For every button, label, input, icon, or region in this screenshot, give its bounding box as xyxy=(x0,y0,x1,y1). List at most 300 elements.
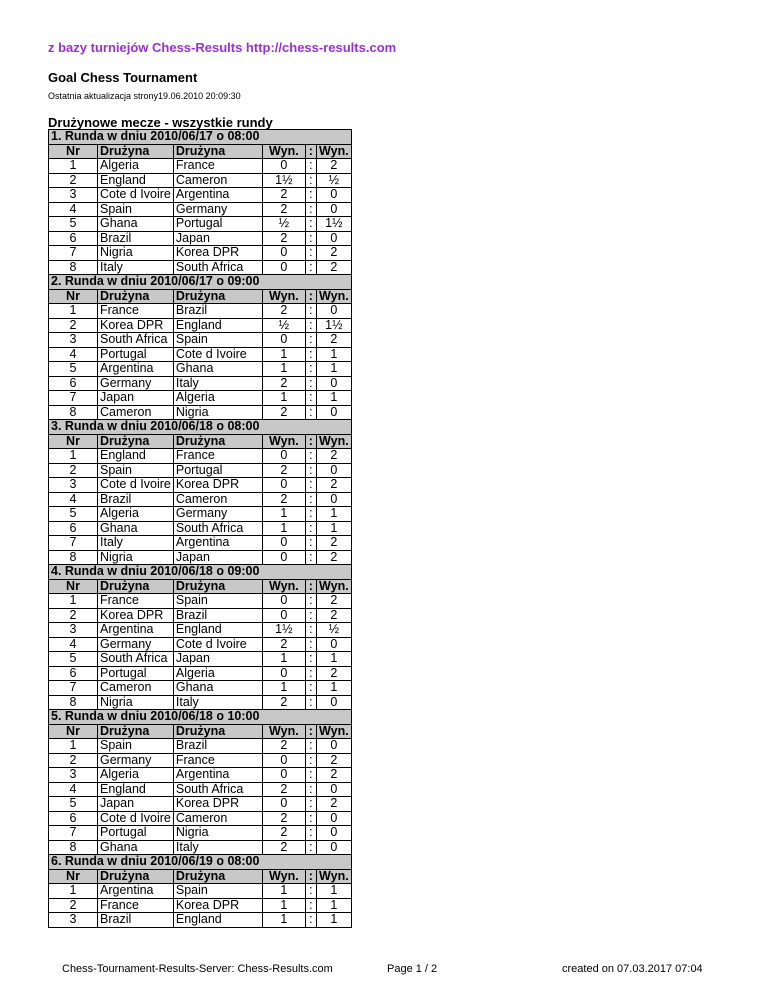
away-score: 2 xyxy=(316,550,351,565)
column-header-row xyxy=(49,434,352,449)
round-header-row xyxy=(49,710,352,725)
match-row xyxy=(49,840,352,855)
match-row xyxy=(49,318,352,333)
home-team: Germany xyxy=(98,637,174,652)
away-team: France xyxy=(173,159,262,174)
home-team: South Africa xyxy=(98,333,174,348)
round-header-row xyxy=(49,420,352,435)
board-number: 6 xyxy=(49,376,98,391)
tournament-title: Goal Chess Tournament xyxy=(48,70,198,85)
score-separator: : xyxy=(305,391,316,406)
col-score2-header: Wyn. xyxy=(316,579,351,594)
match-row xyxy=(49,695,352,710)
score-separator: : xyxy=(305,260,316,275)
board-number: 3 xyxy=(49,188,98,203)
away-score: 2 xyxy=(316,333,351,348)
board-number: 4 xyxy=(49,492,98,507)
away-score: 1 xyxy=(316,391,351,406)
away-team: Argentina xyxy=(173,536,262,551)
score-separator: : xyxy=(305,304,316,319)
away-score: 2 xyxy=(316,797,351,812)
away-team: Ghana xyxy=(173,681,262,696)
col-score2-header: Wyn. xyxy=(316,289,351,304)
away-team: South Africa xyxy=(173,782,262,797)
match-row xyxy=(49,753,352,768)
away-team: Italy xyxy=(173,376,262,391)
board-number: 1 xyxy=(49,304,98,319)
col-separator-header: : xyxy=(305,144,316,159)
board-number: 2 xyxy=(49,318,98,333)
match-row xyxy=(49,159,352,174)
col-team2-header: Drużyna xyxy=(173,869,262,884)
home-score: 0 xyxy=(262,797,305,812)
home-score: 2 xyxy=(262,826,305,841)
away-team: France xyxy=(173,753,262,768)
home-score: 0 xyxy=(262,536,305,551)
column-header-row xyxy=(49,869,352,884)
away-team: Korea DPR xyxy=(173,898,262,913)
col-score1-header: Wyn. xyxy=(262,289,305,304)
away-team: Ghana xyxy=(173,362,262,377)
col-nr-header: Nr xyxy=(49,869,98,884)
home-team: Algeria xyxy=(98,768,174,783)
last-update-text: Ostatnia aktualizacja strony19.06.2010 20:09:30 xyxy=(48,91,241,101)
away-score: 2 xyxy=(316,594,351,609)
away-score: 1 xyxy=(316,507,351,522)
away-score: 1 xyxy=(316,521,351,536)
home-score: 1 xyxy=(262,681,305,696)
home-score: 1 xyxy=(262,362,305,377)
away-team: Cote d Ivoire xyxy=(173,637,262,652)
home-score: 1 xyxy=(262,521,305,536)
col-team2-header: Drużyna xyxy=(173,724,262,739)
away-team: Cote d Ivoire xyxy=(173,347,262,362)
score-separator: : xyxy=(305,739,316,754)
away-score: 0 xyxy=(316,376,351,391)
home-score: 1 xyxy=(262,347,305,362)
match-row xyxy=(49,478,352,493)
away-score: 0 xyxy=(316,463,351,478)
match-row xyxy=(49,246,352,261)
away-score: 2 xyxy=(316,260,351,275)
away-team: Nigria xyxy=(173,405,262,420)
away-score: 1 xyxy=(316,898,351,913)
home-score: 0 xyxy=(262,260,305,275)
round-header-row xyxy=(49,565,352,580)
board-number: 5 xyxy=(49,797,98,812)
board-number: 8 xyxy=(49,550,98,565)
col-score1-header: Wyn. xyxy=(262,144,305,159)
board-number: 5 xyxy=(49,652,98,667)
home-team: Japan xyxy=(98,391,174,406)
away-team: Argentina xyxy=(173,768,262,783)
score-separator: : xyxy=(305,478,316,493)
home-team: Ghana xyxy=(98,521,174,536)
board-number: 3 xyxy=(49,623,98,638)
away-team: France xyxy=(173,449,262,464)
away-score: ½ xyxy=(316,173,351,188)
away-score: 2 xyxy=(316,449,351,464)
column-header-row xyxy=(49,579,352,594)
score-separator: : xyxy=(305,652,316,667)
match-row xyxy=(49,594,352,609)
away-score: 0 xyxy=(316,637,351,652)
home-score: 2 xyxy=(262,202,305,217)
score-separator: : xyxy=(305,492,316,507)
board-number: 7 xyxy=(49,246,98,261)
score-separator: : xyxy=(305,797,316,812)
away-score: 0 xyxy=(316,492,351,507)
match-row xyxy=(49,826,352,841)
home-team: England xyxy=(98,173,174,188)
home-team: Germany xyxy=(98,376,174,391)
match-row xyxy=(49,449,352,464)
home-score: 0 xyxy=(262,594,305,609)
round-title: 6. Runda w dniu 2010/06/19 o 08:00 xyxy=(49,855,352,870)
match-row xyxy=(49,521,352,536)
score-separator: : xyxy=(305,521,316,536)
col-separator-header: : xyxy=(305,579,316,594)
home-score: 2 xyxy=(262,782,305,797)
col-nr-header: Nr xyxy=(49,579,98,594)
away-score: 2 xyxy=(316,753,351,768)
col-team1-header: Drużyna xyxy=(98,869,174,884)
board-number: 4 xyxy=(49,637,98,652)
match-row xyxy=(49,739,352,754)
board-number: 2 xyxy=(49,463,98,478)
match-row xyxy=(49,231,352,246)
match-row xyxy=(49,797,352,812)
home-team: Portugal xyxy=(98,826,174,841)
home-team: Argentina xyxy=(98,884,174,899)
board-number: 4 xyxy=(49,782,98,797)
round-title: 4. Runda w dniu 2010/06/18 o 09:00 xyxy=(49,565,352,580)
board-number: 4 xyxy=(49,347,98,362)
away-score: 2 xyxy=(316,768,351,783)
score-separator: : xyxy=(305,246,316,261)
col-nr-header: Nr xyxy=(49,289,98,304)
col-score1-header: Wyn. xyxy=(262,869,305,884)
score-separator: : xyxy=(305,884,316,899)
col-team2-header: Drużyna xyxy=(173,579,262,594)
match-row xyxy=(49,202,352,217)
score-separator: : xyxy=(305,449,316,464)
home-team: Germany xyxy=(98,753,174,768)
away-team: Algeria xyxy=(173,666,262,681)
col-team1-header: Drużyna xyxy=(98,579,174,594)
away-team: Argentina xyxy=(173,188,262,203)
away-score: 2 xyxy=(316,666,351,681)
away-score: 0 xyxy=(316,840,351,855)
board-number: 5 xyxy=(49,507,98,522)
score-separator: : xyxy=(305,637,316,652)
board-number: 8 xyxy=(49,405,98,420)
col-score1-header: Wyn. xyxy=(262,579,305,594)
home-score: 0 xyxy=(262,753,305,768)
home-team: Italy xyxy=(98,536,174,551)
home-team: Ghana xyxy=(98,217,174,232)
home-score: 2 xyxy=(262,811,305,826)
score-separator: : xyxy=(305,217,316,232)
col-team1-header: Drużyna xyxy=(98,434,174,449)
board-number: 4 xyxy=(49,202,98,217)
section-title: Drużynowe mecze - wszystkie rundy xyxy=(48,115,273,130)
home-team: Brazil xyxy=(98,231,174,246)
away-team: Cameron xyxy=(173,811,262,826)
home-team: Cote d Ivoire xyxy=(98,478,174,493)
away-score: 0 xyxy=(316,231,351,246)
away-score: 1½ xyxy=(316,217,351,232)
footer-created: created on 07.03.2017 07:04 xyxy=(562,963,703,975)
match-row xyxy=(49,811,352,826)
round-header-row xyxy=(49,855,352,870)
board-number: 7 xyxy=(49,826,98,841)
match-row xyxy=(49,637,352,652)
score-separator: : xyxy=(305,681,316,696)
score-separator: : xyxy=(305,507,316,522)
col-team2-header: Drużyna xyxy=(173,434,262,449)
home-score: 0 xyxy=(262,478,305,493)
home-score: ½ xyxy=(262,217,305,232)
score-separator: : xyxy=(305,768,316,783)
away-score: 1 xyxy=(316,884,351,899)
home-score: 2 xyxy=(262,463,305,478)
home-score: 2 xyxy=(262,304,305,319)
board-number: 7 xyxy=(49,681,98,696)
score-separator: : xyxy=(305,362,316,377)
score-separator: : xyxy=(305,753,316,768)
away-team: Portugal xyxy=(173,217,262,232)
board-number: 2 xyxy=(49,753,98,768)
home-team: Nigria xyxy=(98,246,174,261)
score-separator: : xyxy=(305,550,316,565)
match-row xyxy=(49,391,352,406)
board-number: 1 xyxy=(49,739,98,754)
board-number: 8 xyxy=(49,840,98,855)
home-team: Japan xyxy=(98,797,174,812)
away-score: 2 xyxy=(316,608,351,623)
away-score: 0 xyxy=(316,188,351,203)
col-separator-header: : xyxy=(305,724,316,739)
score-separator: : xyxy=(305,811,316,826)
home-score: 0 xyxy=(262,449,305,464)
away-team: Brazil xyxy=(173,739,262,754)
home-score: 1 xyxy=(262,652,305,667)
board-number: 3 xyxy=(49,333,98,348)
match-row xyxy=(49,260,352,275)
board-number: 6 xyxy=(49,811,98,826)
score-separator: : xyxy=(305,173,316,188)
home-score: 2 xyxy=(262,492,305,507)
round-title: 5. Runda w dniu 2010/06/18 o 10:00 xyxy=(49,710,352,725)
home-score: 2 xyxy=(262,739,305,754)
home-team: Algeria xyxy=(98,159,174,174)
match-row xyxy=(49,492,352,507)
away-team: England xyxy=(173,318,262,333)
away-team: Algeria xyxy=(173,391,262,406)
home-score: 1 xyxy=(262,391,305,406)
column-header-row xyxy=(49,144,352,159)
match-row xyxy=(49,376,352,391)
home-score: 1½ xyxy=(262,173,305,188)
score-separator: : xyxy=(305,202,316,217)
match-row xyxy=(49,507,352,522)
away-score: 0 xyxy=(316,304,351,319)
away-score: ½ xyxy=(316,623,351,638)
col-separator-header: : xyxy=(305,434,316,449)
column-header-row xyxy=(49,289,352,304)
board-number: 7 xyxy=(49,536,98,551)
away-team: Spain xyxy=(173,884,262,899)
home-score: 0 xyxy=(262,246,305,261)
home-team: Ghana xyxy=(98,840,174,855)
score-separator: : xyxy=(305,840,316,855)
board-number: 3 xyxy=(49,913,98,928)
col-separator-header: : xyxy=(305,289,316,304)
board-number: 3 xyxy=(49,768,98,783)
board-number: 8 xyxy=(49,260,98,275)
col-nr-header: Nr xyxy=(49,144,98,159)
away-team: Korea DPR xyxy=(173,246,262,261)
col-score1-header: Wyn. xyxy=(262,434,305,449)
team-matches-table xyxy=(48,129,352,928)
round-title: 3. Runda w dniu 2010/06/18 o 08:00 xyxy=(49,420,352,435)
home-score: 0 xyxy=(262,768,305,783)
score-separator: : xyxy=(305,666,316,681)
col-nr-header: Nr xyxy=(49,724,98,739)
away-team: Brazil xyxy=(173,304,262,319)
away-score: 1 xyxy=(316,681,351,696)
home-score: ½ xyxy=(262,318,305,333)
match-row xyxy=(49,623,352,638)
away-team: England xyxy=(173,913,262,928)
home-team: Cote d Ivoire xyxy=(98,188,174,203)
match-row xyxy=(49,652,352,667)
match-row xyxy=(49,666,352,681)
footer-server: Chess-Tournament-Results-Server: Chess-Results.com xyxy=(62,963,333,975)
match-row xyxy=(49,782,352,797)
away-score: 1 xyxy=(316,362,351,377)
score-separator: : xyxy=(305,594,316,609)
score-separator: : xyxy=(305,608,316,623)
match-row xyxy=(49,217,352,232)
score-separator: : xyxy=(305,347,316,362)
col-nr-header: Nr xyxy=(49,434,98,449)
match-row xyxy=(49,550,352,565)
away-score: 0 xyxy=(316,811,351,826)
away-score: 0 xyxy=(316,739,351,754)
score-separator: : xyxy=(305,159,316,174)
home-team: Spain xyxy=(98,202,174,217)
match-row xyxy=(49,608,352,623)
home-team: Italy xyxy=(98,260,174,275)
away-team: Japan xyxy=(173,231,262,246)
board-number: 2 xyxy=(49,173,98,188)
board-number: 8 xyxy=(49,695,98,710)
board-number: 2 xyxy=(49,898,98,913)
home-score: 0 xyxy=(262,333,305,348)
score-separator: : xyxy=(305,188,316,203)
away-score: 0 xyxy=(316,695,351,710)
home-team: Portugal xyxy=(98,666,174,681)
board-number: 7 xyxy=(49,391,98,406)
home-team: Brazil xyxy=(98,492,174,507)
home-team: France xyxy=(98,304,174,319)
home-team: Cote d Ivoire xyxy=(98,811,174,826)
match-row xyxy=(49,347,352,362)
match-row xyxy=(49,333,352,348)
away-score: 1 xyxy=(316,913,351,928)
home-score: 0 xyxy=(262,608,305,623)
home-score: 1½ xyxy=(262,623,305,638)
away-score: 1½ xyxy=(316,318,351,333)
score-separator: : xyxy=(305,913,316,928)
home-score: 1 xyxy=(262,913,305,928)
round-title: 1. Runda w dniu 2010/06/17 o 08:00 xyxy=(49,130,352,145)
away-score: 1 xyxy=(316,347,351,362)
score-separator: : xyxy=(305,463,316,478)
home-team: Korea DPR xyxy=(98,608,174,623)
board-number: 1 xyxy=(49,449,98,464)
score-separator: : xyxy=(305,898,316,913)
away-score: 0 xyxy=(316,826,351,841)
col-team2-header: Drużyna xyxy=(173,289,262,304)
away-score: 2 xyxy=(316,478,351,493)
footer-page-number: Page 1 / 2 xyxy=(387,963,438,975)
away-score: 1 xyxy=(316,652,351,667)
away-team: Portugal xyxy=(173,463,262,478)
home-score: 2 xyxy=(262,188,305,203)
col-score2-header: Wyn. xyxy=(316,144,351,159)
col-score1-header: Wyn. xyxy=(262,724,305,739)
home-team: Nigria xyxy=(98,550,174,565)
board-number: 1 xyxy=(49,159,98,174)
match-row xyxy=(49,768,352,783)
score-separator: : xyxy=(305,376,316,391)
home-team: England xyxy=(98,449,174,464)
round-header-row xyxy=(49,130,352,145)
match-row xyxy=(49,898,352,913)
col-team1-header: Drużyna xyxy=(98,724,174,739)
home-team: Algeria xyxy=(98,507,174,522)
score-separator: : xyxy=(305,318,316,333)
chess-results-link[interactable]: z bazy turniejów Chess-Results http://chess-results.com xyxy=(48,40,397,55)
score-separator: : xyxy=(305,695,316,710)
col-team1-header: Drużyna xyxy=(98,144,174,159)
away-team: Italy xyxy=(173,840,262,855)
away-team: Spain xyxy=(173,594,262,609)
col-score2-header: Wyn. xyxy=(316,434,351,449)
home-score: 1 xyxy=(262,884,305,899)
away-team: Italy xyxy=(173,695,262,710)
round-header-row xyxy=(49,275,352,290)
score-separator: : xyxy=(305,826,316,841)
away-team: South Africa xyxy=(173,521,262,536)
away-team: Japan xyxy=(173,550,262,565)
home-team: Spain xyxy=(98,739,174,754)
home-score: 0 xyxy=(262,550,305,565)
away-team: Cameron xyxy=(173,173,262,188)
home-score: 2 xyxy=(262,376,305,391)
col-separator-header: : xyxy=(305,869,316,884)
home-team: Brazil xyxy=(98,913,174,928)
away-score: 0 xyxy=(316,202,351,217)
match-row xyxy=(49,463,352,478)
away-score: 2 xyxy=(316,536,351,551)
match-row xyxy=(49,173,352,188)
away-team: Germany xyxy=(173,507,262,522)
col-score2-header: Wyn. xyxy=(316,869,351,884)
